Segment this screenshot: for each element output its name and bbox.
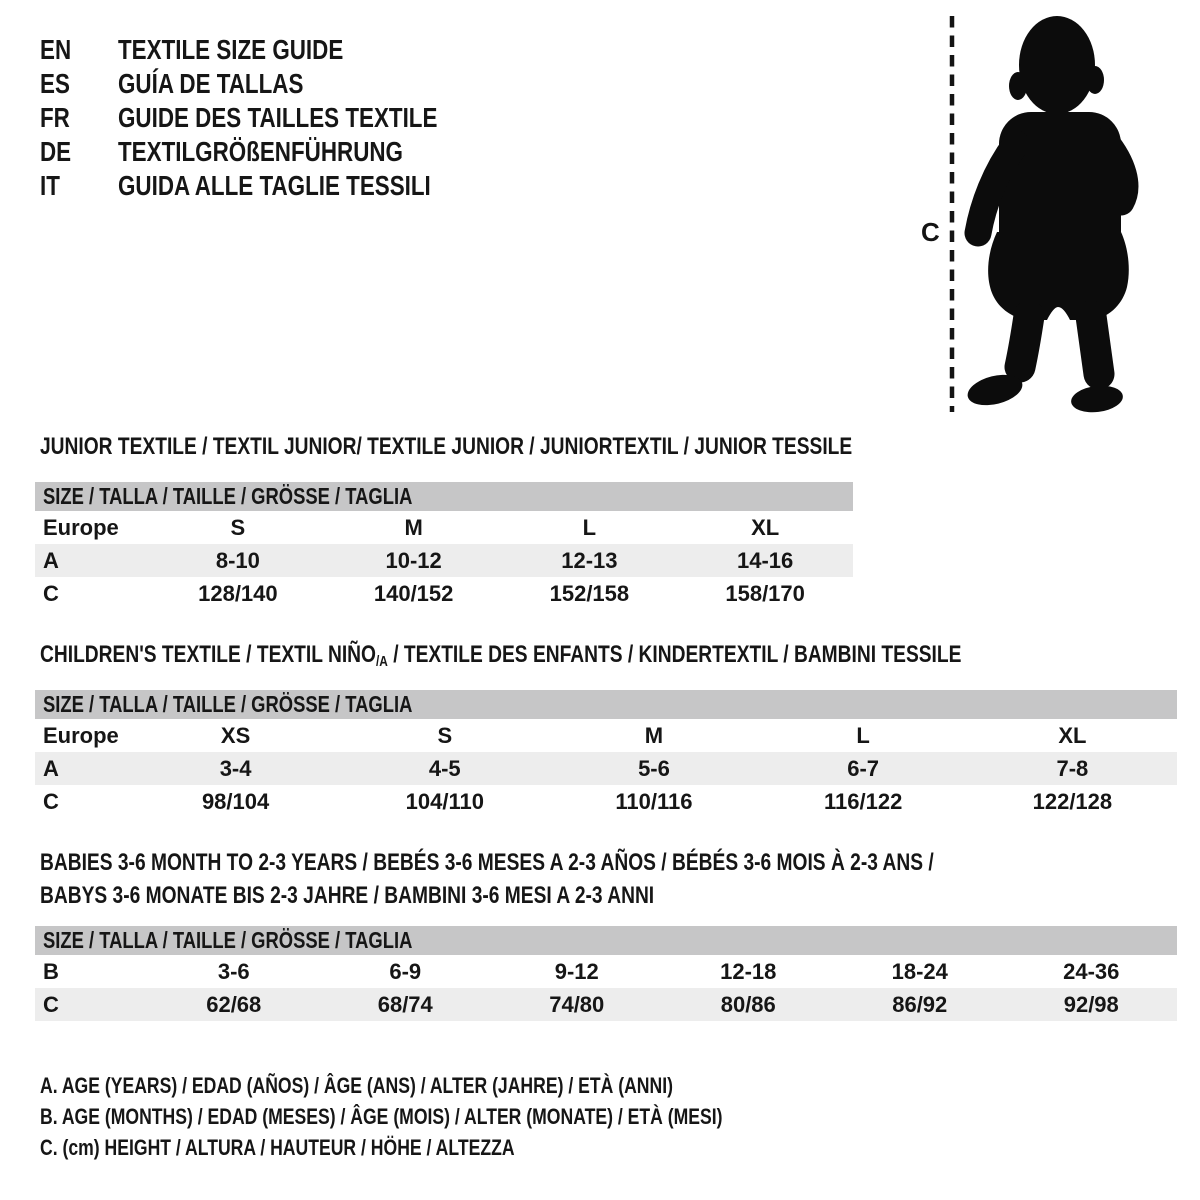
size-header-row [35, 482, 853, 511]
row-label: Europe [43, 722, 119, 748]
size-cell: 9-12 [554, 958, 599, 984]
height-measure-label: C [921, 217, 940, 247]
babies-heading-line1 [40, 846, 1157, 879]
size-cell: 110/116 [615, 788, 693, 814]
language-title-list [40, 33, 517, 203]
babies-size-table [35, 926, 1177, 1021]
language-row-en [40, 33, 517, 67]
size-cell: 10-12 [326, 544, 502, 577]
size-cell: L [582, 514, 597, 540]
children-heading-pre: CHILDREN'S TEXTILE / TEXTIL NIÑO [40, 641, 376, 668]
babies-heading-line1-text: BABIES 3-6 MONTH TO 2-3 YEARS / BEBÉS 3-6 MESES A 2-3 AÑOS / BÉBÉS 3-6 MOIS À 2-3 ANS / [40, 849, 934, 876]
size-cell: 122/128 [1032, 788, 1113, 814]
row-label: C [43, 788, 59, 814]
size-cell: 6-9 [389, 958, 422, 984]
age-months-row [35, 955, 1177, 988]
row-label: Europe [43, 514, 119, 540]
size-header-text: SIZE / TALLA / TAILLE / GRÖSSE / TAGLIA [43, 483, 413, 509]
legend-line-c-text: C. (cm) HEIGHT / ALTURA / HAUTEUR / HÖHE / ALTEZZA [40, 1135, 515, 1160]
size-cell: 3-6 [217, 958, 250, 984]
size-cell: 98/104 [201, 788, 270, 814]
junior-section-heading [40, 434, 1055, 460]
legend [40, 1070, 893, 1163]
height-cm-row [35, 988, 1177, 1021]
junior-heading-text: JUNIOR TEXTILE / TEXTIL JUNIOR/ TEXTILE JUNIOR / JUNIORTEXTIL / JUNIOR TESSILE [40, 433, 853, 460]
legend-line-c [40, 1132, 893, 1163]
size-cell: 128/140 [198, 580, 278, 606]
row-label: A [35, 544, 150, 577]
language-code: EN [40, 34, 72, 65]
size-header-cell [35, 482, 853, 511]
age-years-row [35, 752, 1177, 785]
size-header-row [35, 926, 1177, 955]
language-row-es [40, 67, 517, 101]
size-cell: 5-6 [549, 752, 758, 785]
size-cell: 86/92 [834, 988, 1006, 1021]
size-header-cell [35, 926, 1177, 955]
babies-heading-line2 [40, 879, 1157, 912]
children-heading-post: / TEXTILE DES ENFANTS / KINDERTEXTIL / BAMBINI TESSILE [387, 641, 962, 668]
age-years-row [35, 544, 853, 577]
height-cm-row [35, 577, 853, 610]
babies-heading-line2-text: BABYS 3-6 MONATE BIS 2-3 JAHRE / BAMBINI 3-6 MESI A 2-3 ANNI [40, 882, 655, 909]
size-header-text: SIZE / TALLA / TAILLE / GRÖSSE / TAGLIA [43, 691, 413, 717]
language-code: DE [40, 136, 72, 167]
size-cell: 18-24 [891, 958, 948, 984]
row-label: B [43, 958, 59, 984]
language-code: IT [40, 170, 60, 201]
children-size-table [35, 690, 1177, 818]
size-cell: 104/110 [405, 788, 484, 814]
babies-section-heading [40, 846, 1157, 912]
language-title: TEXTILE SIZE GUIDE [118, 34, 344, 65]
size-cell: 116/122 [824, 788, 903, 814]
language-row-de [40, 135, 517, 169]
language-code: ES [40, 68, 70, 99]
size-cell: 140/152 [373, 580, 454, 606]
language-row-fr [40, 101, 517, 135]
size-cell: 12-18 [720, 958, 777, 984]
children-heading-text [40, 642, 961, 675]
size-cell: 24-36 [1063, 958, 1120, 984]
size-cell: XS [220, 722, 251, 748]
europe-sizes-row [35, 719, 1177, 752]
baby-height-figure [895, 0, 1155, 420]
size-cell: M [644, 722, 664, 748]
size-cell: 14-16 [677, 544, 853, 577]
baby-silhouette-icon [964, 16, 1128, 415]
size-cell: 8-10 [150, 544, 326, 577]
size-cell: 158/170 [725, 580, 805, 606]
language-code: FR [40, 102, 70, 133]
size-header-text: SIZE / TALLA / TAILLE / GRÖSSE / TAGLIA [43, 927, 413, 953]
size-cell: XL [1058, 722, 1087, 748]
legend-line-a-text: A. AGE (YEARS) / EDAD (AÑOS) / ÂGE (ANS) / ALTER (JAHRE) / ETÀ (ANNI) [40, 1073, 673, 1098]
language-title: GUÍA DE TALLAS [118, 68, 304, 99]
size-header-row [35, 690, 1177, 719]
size-cell: L [856, 722, 870, 748]
size-cell: 3-4 [131, 752, 340, 785]
row-label: C [35, 988, 148, 1021]
size-cell: S [230, 514, 246, 540]
row-label: A [35, 752, 131, 785]
size-cell: 62/68 [148, 988, 320, 1021]
children-heading-sub: /A [375, 654, 388, 671]
language-title: GUIDE DES TAILLES TEXTILE [118, 102, 438, 133]
size-cell: 152/158 [549, 580, 630, 606]
size-cell: S [437, 722, 453, 748]
row-label: C [43, 580, 59, 606]
europe-sizes-row [35, 511, 853, 544]
language-title: GUIDA ALLE TAGLIE TESSILI [118, 170, 431, 201]
size-cell: 7-8 [968, 752, 1177, 785]
size-cell: 12-13 [502, 544, 678, 577]
size-cell: 6-7 [759, 752, 968, 785]
size-cell: M [404, 514, 423, 540]
size-cell: 92/98 [1006, 988, 1178, 1021]
size-cell: 80/86 [663, 988, 835, 1021]
size-cell: XL [751, 514, 780, 540]
size-cell: 68/74 [320, 988, 492, 1021]
language-title: TEXTILGRÖßENFÜHRUNG [118, 136, 403, 167]
size-header-cell [35, 690, 1177, 719]
legend-line-b-text: B. AGE (MONTHS) / EDAD (MESES) / ÂGE (MOIS) / ALTER (MONATE) / ETÀ (MESI) [40, 1104, 723, 1129]
size-cell: 74/80 [491, 988, 663, 1021]
language-row-it [40, 169, 517, 203]
size-cell: 4-5 [340, 752, 549, 785]
legend-line-b [40, 1101, 893, 1132]
height-cm-row [35, 785, 1177, 818]
children-section-heading [40, 642, 1192, 675]
junior-size-table [35, 482, 853, 610]
legend-line-a [40, 1070, 893, 1101]
